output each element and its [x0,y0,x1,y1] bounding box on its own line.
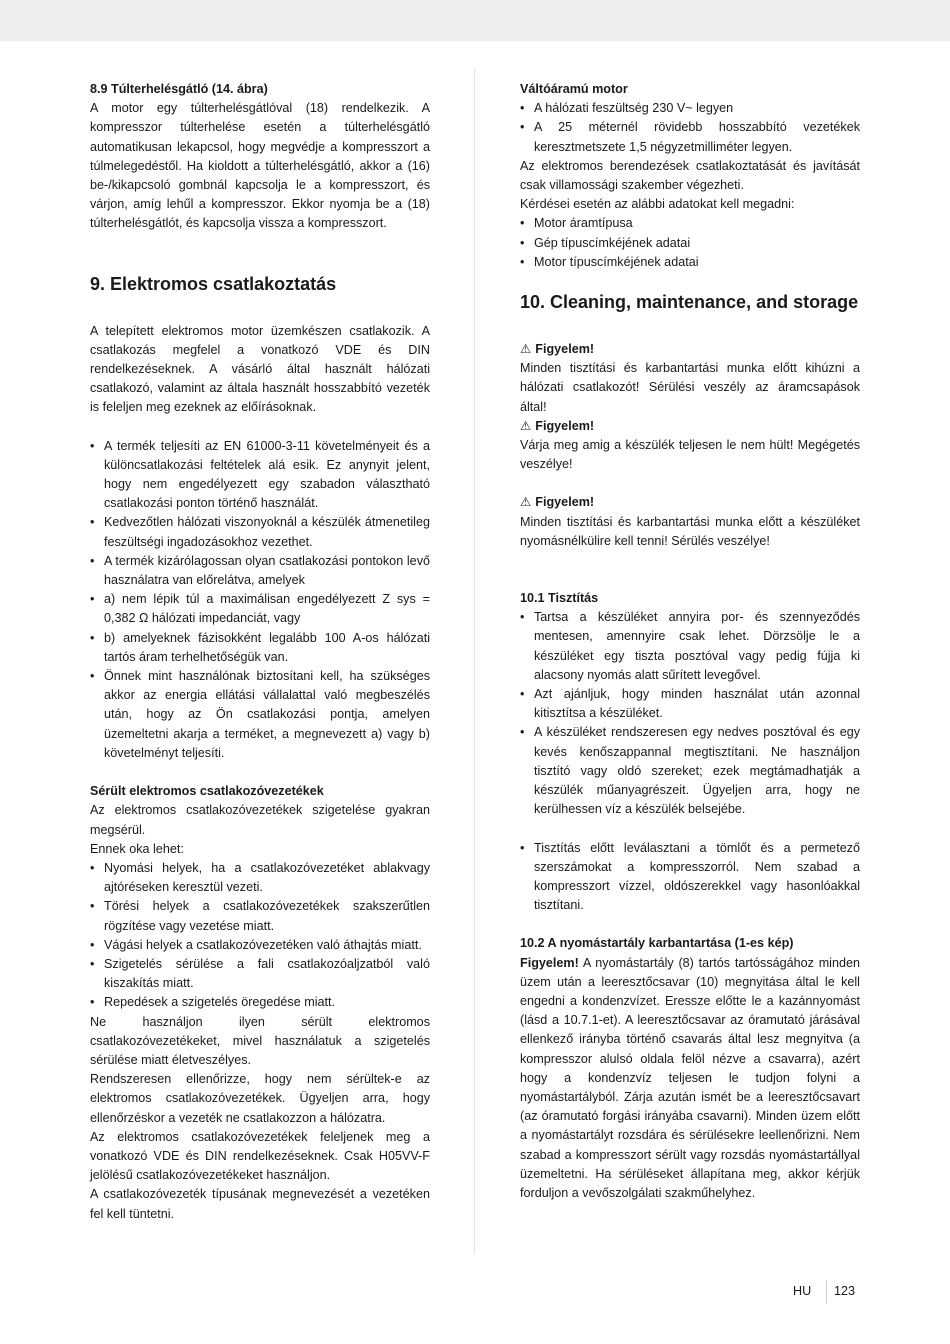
list-item: • Szigetelés sérülése a fali csatlakozóaljzatból való kiszakítás miatt. [90,955,430,993]
ac-motor-list [520,99,860,157]
section-8-9-title: 8.9 Túlterhelésgátló (14. ábra) [90,82,268,96]
list-item: • Törési helyek a csatlakozóvezetékek szakszerűtlen rögzítése vagy vezetése miatt. [90,897,430,935]
warning-3-label: Figyelem! [535,495,595,510]
list-item: • Repedések a szigetelés öregedése miatt. [90,993,430,1012]
warning-2-text: Várja meg amig a készülék teljesen le nem hült! Megégetés veszélye! [520,438,860,472]
left-column [90,80,430,1224]
warning-triangle-icon: ⚠ [520,495,532,510]
list-item: • Motor típuscímkéjének adatai [520,253,860,272]
list-item: • A termék kizárólagossan olyan csatlakozási pontokon levő használatra van előrelátva, amelyek [90,552,430,590]
section-9-title: 9. Elektromos csatlakoztatás [90,273,337,294]
section-8-9-text: A motor egy túlterhelésgátlóval (18) rendelkezik. A kompresszor túlterhelése esetén a túlterhelésgátló automatikusan lekapcsol, hogy megvédje a kompresszort a túlmelegedéstől. Ha kioldott a túlterhelésgátló, akkor a (16) be-/kikapcsoló gombnál kapcsolja le a kompresszort, és várjon, amíg lehűl a kompresszor. Ekkor nyomja be a (18) túlterhelésgátlót, és kapcsolja vissza a kompresszort. [90,101,430,231]
ac-motor-p2: Kérdései esetén az alábbi adatokat kell megadni: [520,197,795,212]
ac-motor-title: Váltóáramú motor [520,82,628,96]
list-item: • Vágási helyek a csatlakozóvezetéken való áthajtás miatt. [90,936,430,955]
damaged-cables-title: Sérült elektromos csatlakozóvezetékek [90,784,324,799]
damaged-cables-p2: Ennek oka lehet: [90,841,184,856]
warning-2-label: Figyelem! [535,418,595,433]
damaged-cables-p5: Az elektromos csatlakozóvezetékek feleljenek meg a vonatkozó VDE és DIN rendelkezéseknek. Csak H05VV-F jelölésű csatlakozóvezetékeket használjon. [90,1129,430,1183]
warning-triangle-icon: ⚠ [520,342,532,357]
section-10-2-body: A nyomástartály (8) tartós tartósságához minden üzem után a leeresztőcsavar (10) megnyitása által le kell engedni a kondenzvízet. Eressze előtte le a kazánnyomást (lásd a 10.7.1-et). A leeresztőcsavar az óramutató járásával ellenkező irányba történő csavarás által lesz megnyitva (a kompresszor alulsó oldala felöl nézve a csavarra), azért hogy a kondenzvíz teljesen le tudjon folyni a nyomástartályból. Zárja azután ismét be a leeresztőcsavart (az óramutató forgási irányába csavarni). Minden üzem előtt a nyomástartályt rozsdára és sérülésekre leellenőrizni. Nem szabad a kompresszort sérült vagy rozsdás nyomástartállyal üzemeltetni. Ha sérüléseket állapítana meg, akkor kérjük forduljon a vevőszolgálati szakműhelyhez. [520,955,860,1200]
top-bar [0,0,950,41]
warning-3-text: Minden tisztítási és karbantartási munka előtt a készüléket nyomásnélkülire kell tenni! Sérülés veszélye! [520,514,860,548]
warning-1-text: Minden tisztítási és karbantartási munka előtt kihúzni a hálózati csatlakozót! Sérülési veszély az áramcsapások által! [520,361,860,414]
list-item: • A termék teljesíti az EN 61000-3-11 követelményeit és a különcsatlakozási feltételek alá esik. Ez anynyit jelent, hogy nem engedélyezett egy szabadon választható csatlakozási ponton történő használát. [90,437,430,514]
list-item: • Önnek mint használónak biztosítani kell, ha szükséges akkor az energia ellátási vállalattal való megbeszélés után, hogy az Ön csatlakozási pontja, amelyen üzemeltetni akarja a terméket, a megnevezett a) vagy b) követelményt teljesíti. [90,667,430,763]
section-10-2-warning-label: Figyelem! [520,955,579,970]
section-9-intro: A telepített elektromos motor üzemkészen csatlakozik. A csatlakozás megfelel a vonatkozó VDE és DIN rendelkezéseknek. A vásárló által használt hálózati csatlakozó, valamint az általa használt hosszabbító vezeték is feleljen meg ezeknek az előírásoknak. [90,323,430,415]
warning-3-heading [520,493,860,512]
list-item: • A 25 méternél rövidebb hosszabbító vezetékek keresztmetszete 1,5 négyzetmilliméter legyen. [520,118,860,156]
footer-separator [826,1281,827,1303]
list-item: • Nyomási helyek, ha a csatlakozóvezetéket ablakvagy ajtóréseken keresztül vezeti. [90,859,430,897]
list-item: • Kedvezőtlen hálózati viszonyoknál a készülék átmenetileg feszültségi ingadozásokhoz vezethet. [90,513,430,551]
list-item: • Azt ajánljuk, hogy minden használat után azonnal kitisztítsa a készüléket. [520,685,860,723]
ac-motor-p1: Az elektromos berendezések csatlakoztatását és javítását csak villamossági szakember végezheti. [520,158,860,193]
damaged-cables-p1: Az elektromos csatlakozóvezetékek szigetelése gyakran megsérül. [90,803,430,837]
damaged-cables-p3: Ne használjon ilyen sérült elektromos csatlakozóvezetékeket, mivel használatuk a szigetelés sérülése miatt életveszélyes. [90,1014,430,1067]
section-10-2-title: 10.2 A nyomástartály karbantartása (1-es kép) [520,936,794,951]
right-column [520,80,860,1203]
list-item: • A készüléket rendszeresen egy nedves posztóval és egy kevés kenőszappannal megtisztítani. Ne használjon tisztító vagy oldó szereket; ezek megtámadhatják a készülék műanyagrészeit. Ügyeljen arra, hogy ne kerülhessen víz a készülék belsejébe. [520,723,860,819]
damaged-cables-p4: Rendszeresen ellenőrizze, hogy nem sérültek-e az elektromos csatlakozóvezetékek. Ügyeljen arra, hogy ellenőrzéskor a vezeték ne csatlakozzon a hálózatra. [90,1072,430,1125]
list-item: • a) nem lépik túl a maximálisan engedélyezett Z sys = 0,382 Ω hálózati impedanciát, vagy [90,590,430,628]
footer-language: HU [793,1284,812,1298]
section-10-1-title: 10.1 Tisztítás [520,591,599,606]
section-10-2-text [520,954,860,1204]
warning-1-label: Figyelem! [535,342,595,357]
list-item: • A hálózati feszültség 230 V~ legyen [520,99,860,118]
section-10-title: 10. Cleaning, maintenance, and storage [520,292,859,313]
list-item: • Tisztítás előtt leválasztani a tömlőt és a permetező szerszámokat a kompresszorról. Nem szabad a kompresszort vízzel, oldószerekkel vagy hasonlóakkal tisztítani. [520,839,860,916]
ac-motor-list-2 [520,214,860,272]
warning-1-heading [520,340,860,359]
list-item: • Tartsa a készüléket annyira por- és szennyeződés mentesen, amennyire csak lehet. Dörzsölje le a készüléket egy tiszta posztóval vagy pedig fújja ki alacsony nyomás alatt sűrített levegővel. [520,608,860,685]
page-number: 123 [834,1284,856,1298]
damaged-cables-p6: A csatlakozóvezeték típusának megnevezését a vezetéken fel kell tüntetni. [90,1187,430,1221]
warning-2-heading [520,417,860,436]
section-10-1-list [520,608,860,819]
list-item: • Gép típuscímkéjének adatai [520,234,860,253]
list-item: • b) amelyeknek fázisokként legalább 100 A-os hálózati tartós áram terhelhetőségük van. [90,629,430,667]
section-10-1-list-2 [520,839,860,916]
list-item: • Motor áramtípusa [520,214,860,233]
column-divider [474,68,475,1254]
warning-triangle-icon: ⚠ [520,418,532,433]
damaged-cables-list [90,859,430,1013]
section-9-list [90,437,430,763]
